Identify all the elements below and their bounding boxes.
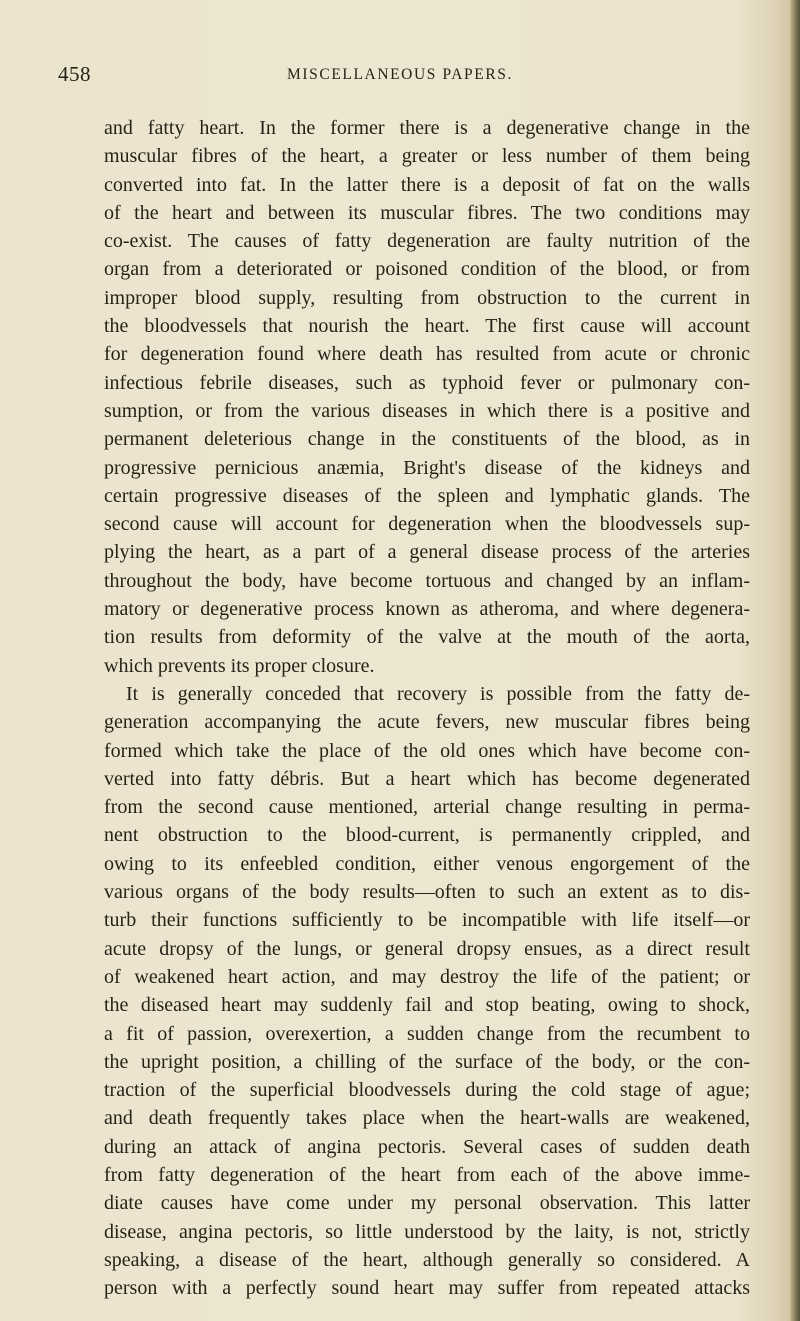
text-line: disease, angina pectoris, so little understood by the laity, is not, strictly	[104, 1220, 750, 1243]
text-line: certain progressive diseases of the spleen and lymphatic glands. The	[104, 484, 750, 507]
text-line: of weakened heart action, and may destroy the life of the patient; or	[104, 965, 750, 988]
text-line: a fit of passion, overexertion, a sudden change from the recumbent to	[104, 1022, 750, 1045]
text-line: diate causes have come under my personal observation. This latter	[104, 1192, 750, 1215]
text-line: co-exist. The causes of fatty degeneration are faulty nutrition of the	[104, 230, 750, 253]
paragraph	[104, 114, 750, 680]
text-line: It is generally conceded that recovery is possible from the fatty de-	[126, 682, 750, 705]
text-line: for degeneration found where death has resulted from acute or chronic	[104, 343, 750, 366]
running-head: MISCELLANEOUS PAPERS.	[287, 66, 513, 83]
text-line: which prevents its proper closure.	[104, 654, 375, 677]
text-line: person with a perfectly sound heart may suffer from repeated attacks	[104, 1277, 750, 1300]
text-line: generation accompanying the acute fevers, new muscular fibres being	[104, 711, 750, 734]
text-line: sumption, or from the various diseases in which there is a positive and	[104, 399, 750, 422]
text-line: infectious febrile diseases, such as typhoid fever or pulmonary con-	[104, 371, 750, 394]
text-line: turb their functions sufficiently to be incompatible with life itself—or	[104, 909, 750, 932]
text-line: progressive pernicious anæmia, Bright's disease of the kidneys and	[104, 456, 750, 479]
text-line: muscular fibres of the heart, a greater or less number of them being	[104, 145, 750, 168]
text-line: plying the heart, as a part of a general disease process of the arteries	[104, 541, 750, 564]
text-line: traction of the superficial bloodvessels during the cold stage of ague;	[104, 1079, 750, 1102]
text-line: from the second cause mentioned, arterial change resulting in perma-	[104, 796, 750, 819]
text-line: improper blood supply, resulting from obstruction to the current in	[104, 286, 750, 309]
page-header	[0, 62, 800, 92]
text-line: throughout the body, have become tortuous and changed by an inflam-	[104, 569, 750, 592]
text-line: and death frequently takes place when the heart-walls are weakened,	[104, 1107, 750, 1130]
page-number: 458	[58, 62, 91, 86]
text-line: speaking, a disease of the heart, although generally so considered. A	[104, 1248, 750, 1271]
text-line: tion results from deformity of the valve at the mouth of the aorta,	[104, 626, 750, 649]
text-line: permanent deleterious change in the constituents of the blood, as in	[104, 428, 750, 451]
text-line: nent obstruction to the blood-current, is permanently crippled, and	[104, 824, 750, 847]
body-text	[104, 114, 750, 1302]
text-line: owing to its enfeebled condition, either venous engorgement of the	[104, 852, 750, 875]
paragraph	[104, 680, 750, 1303]
text-line: converted into fat. In the latter there is a deposit of fat on the walls	[104, 173, 750, 196]
text-line: second cause will account for degeneration when the bloodvessels sup-	[104, 513, 750, 536]
text-line: acute dropsy of the lungs, or general dropsy ensues, as a direct result	[104, 937, 750, 960]
text-line: and fatty heart. In the former there is a degenerative change in the	[104, 117, 750, 139]
page-edge-shadow	[790, 0, 800, 1321]
text-line: the upright position, a chilling of the surface of the body, or the con-	[104, 1050, 750, 1073]
text-line: during an attack of angina pectoris. Several cases of sudden death	[104, 1135, 750, 1158]
text-line: the diseased heart may suddenly fail and stop beating, owing to shock,	[104, 994, 750, 1017]
text-line: the bloodvessels that nourish the heart. The first cause will account	[104, 315, 750, 338]
text-line: formed which take the place of the old ones which have become con-	[104, 739, 750, 762]
text-line: from fatty degeneration of the heart from each of the above imme-	[104, 1163, 750, 1186]
text-line: verted into fatty débris. But a heart which has become degenerated	[104, 767, 750, 790]
text-line: organ from a deteriorated or poisoned condition of the blood, or from	[104, 258, 750, 281]
text-line: various organs of the body results—often to such an extent as to dis-	[104, 881, 750, 904]
text-line: matory or degenerative process known as atheroma, and where degenera-	[104, 598, 750, 621]
text-line: of the heart and between its muscular fibres. The two conditions may	[104, 201, 750, 224]
